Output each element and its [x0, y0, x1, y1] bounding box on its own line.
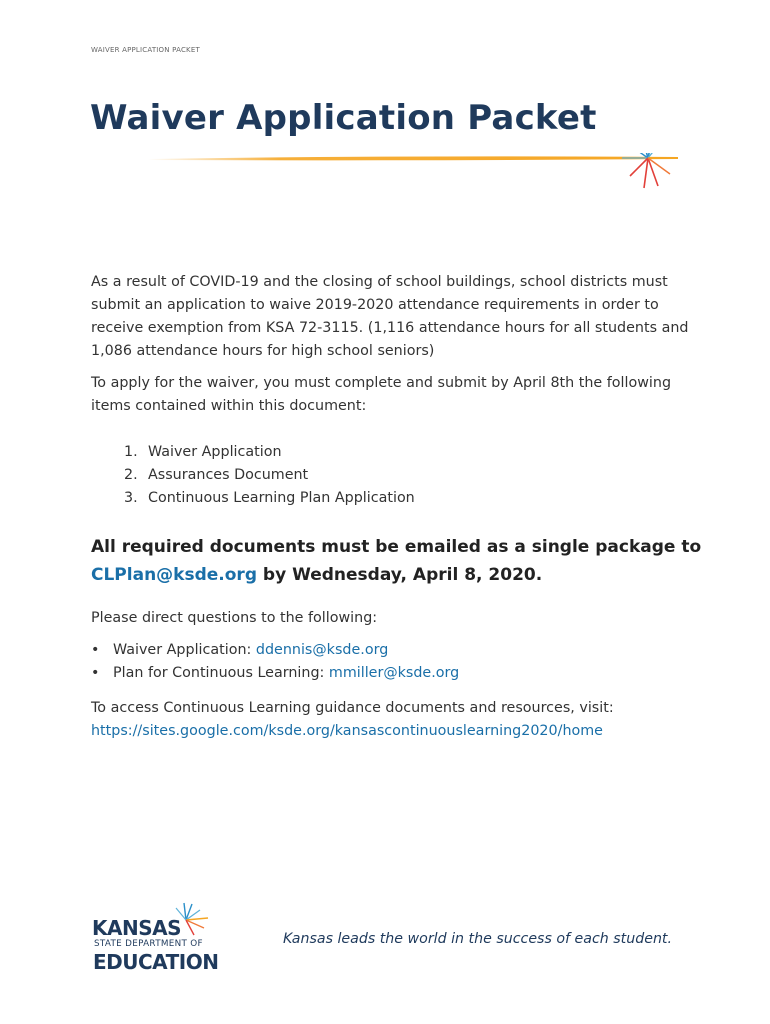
list-item: 3. Continuous Learning Plan Application [124, 490, 415, 506]
intro-paragraph: As a result of COVID-19 and the closing of school buildings, school districts must submit an application to waive 2019-2020 attendance requirements in order to receive exemption from KSA 72-3115. (1,116 attendance hours for all students and 1,086 attendance hours for high school seniors) [91, 274, 689, 359]
title-underline-starburst [148, 153, 688, 193]
logo-state-text: STATE DEPARTMENT OF [94, 939, 203, 949]
plan-contact-email-link[interactable]: mmiller@ksde.org [328, 665, 460, 681]
footer-tagline: Kansas leads the world in the success of each student. [283, 931, 673, 947]
page-title: Waiver Application Packet [90, 98, 597, 138]
waiver-contact-email-link[interactable]: ddennis@ksde.org [255, 642, 389, 658]
ksde-logo [92, 902, 222, 978]
submission-email-link[interactable]: CLPlan@ksde.org [91, 565, 257, 585]
contacts-heading: Please direct questions to the following: [91, 610, 378, 626]
logo-education-text: EDUCATION [93, 950, 219, 974]
submission-notice: All required documents must be emailed as a single package to CLPlan@ksde.org by Wednesday, April 8, 2020. [91, 537, 702, 585]
contacts-list [91, 639, 459, 685]
list-item: • Plan for Continuous Learning: mmiller@ksde.org [91, 665, 460, 681]
list-item: 2. Assurances Document [124, 467, 309, 483]
resources-paragraph: To access Continuous Learning guidance documents and resources, visit: https://sites.google.com/ksde.org/kansascontinuouslearning2020/home [91, 700, 614, 739]
logo-kansas-text: KANSAS [92, 916, 182, 940]
instructions-paragraph: To apply for the waiver, you must complete and submit by April 8th the following items contained within this document: [91, 375, 672, 414]
resources-url-link[interactable]: https://sites.google.com/ksde.org/kansascontinuouslearning2020/home [91, 723, 603, 739]
required-items-list [124, 441, 415, 510]
list-item: 1. Waiver Application [124, 444, 282, 460]
list-item: • Waiver Application: ddennis@ksde.org [91, 642, 389, 658]
running-header: WAIVER APPLICATION PACKET [91, 46, 200, 54]
starburst-icon [622, 153, 678, 188]
